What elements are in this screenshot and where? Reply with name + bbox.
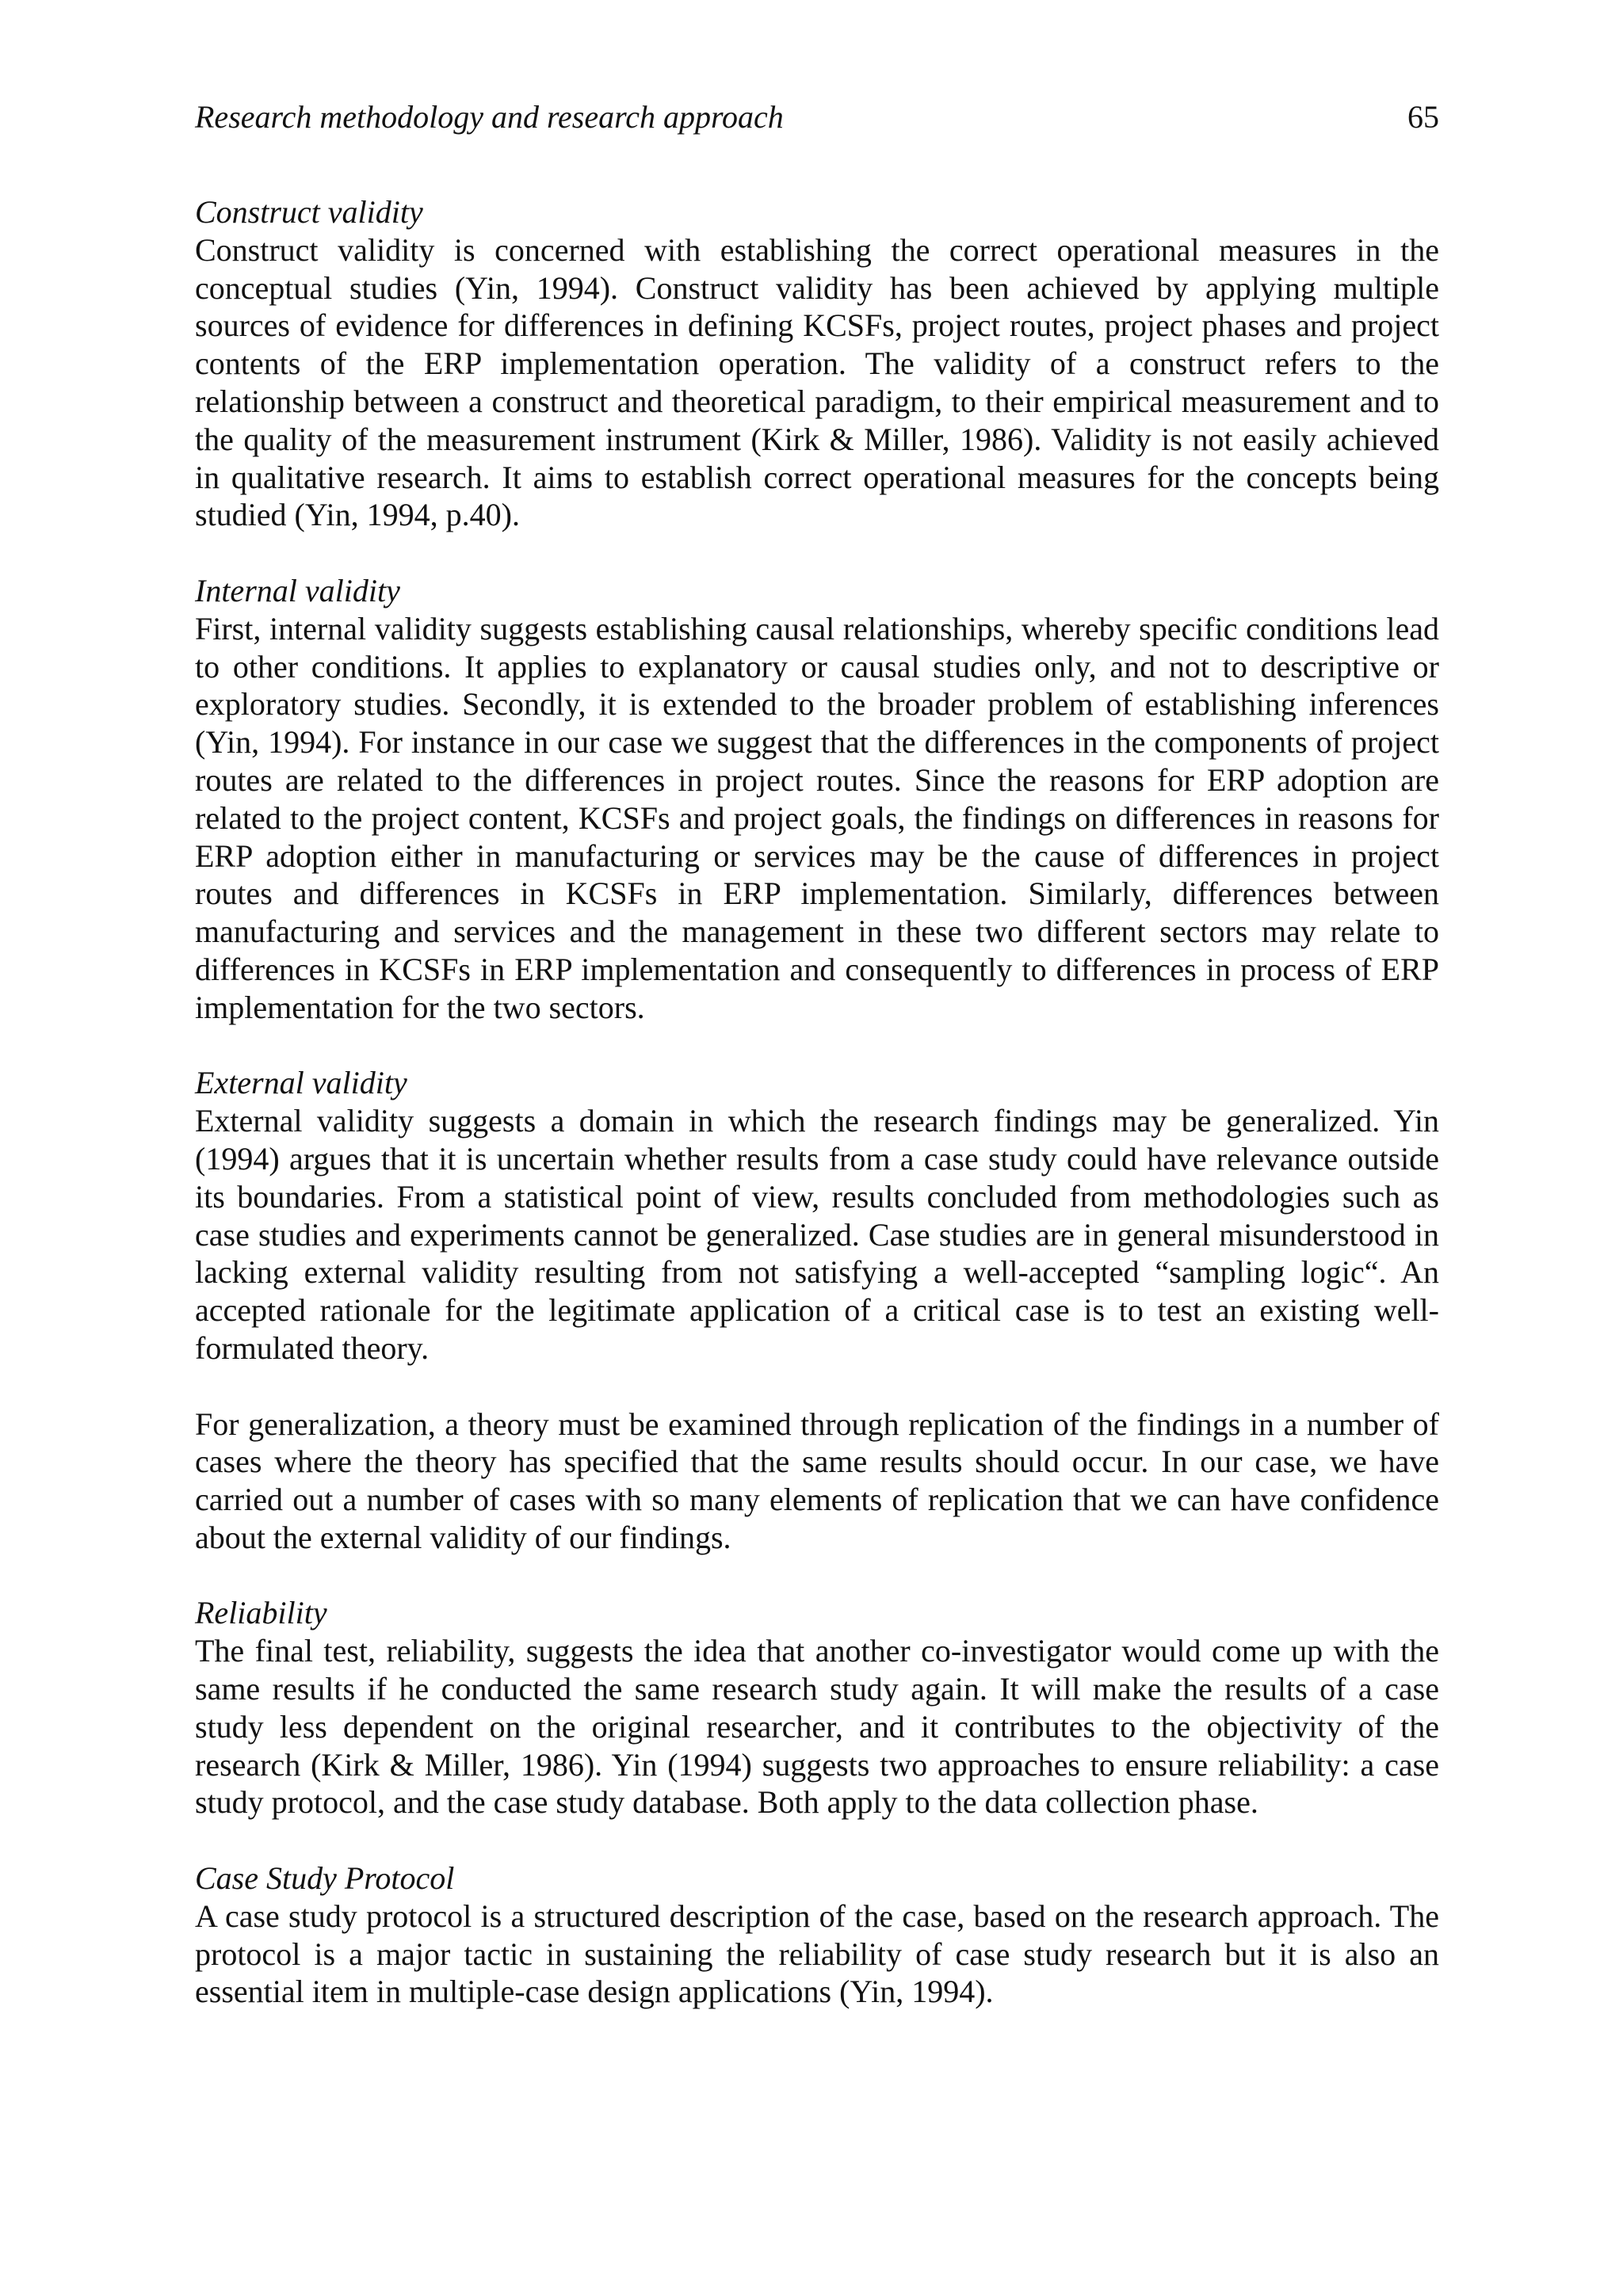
- section-generalization: [195, 1405, 1439, 1557]
- section-heading: Construct validity: [195, 194, 423, 230]
- section-paragraph: Construct validity is concerned with establishing the correct operational measures in the conceptual studies (Yin, 1994). Construct validity has been achieved by applying multiple sources of evidence for differences in defining KCSFs, project routes, project phases and project contents of the ERP implementation operation. The validity of a construct refers to the relationship between a construct and theoretical paradigm, to their empirical measurement and to the quality of the measurement instrument (Kirk & Miller, 1986). Validity is not easily achieved in qualitative research. It aims to establish correct operational measures for the concepts being studied (Yin, 1994, p.40).: [195, 231, 1439, 533]
- section-case-study-protocol: [195, 1859, 1439, 2011]
- section-external-validity: [195, 1064, 1439, 1367]
- section-paragraph: External validity suggests a domain in which the research findings may be generalized. Yin (1994) argues that it is uncertain whether results from a case study could have relevance outside its boundaries. From a statistical point of view, results concluded from methodologies such as case studies and experiments cannot be generalized. Case studies are in general misunderstood in lacking external validity resulting from not satisfying a well-accepted “sampling logic“. An accepted rationale for the legitimate application of a critical case is to test an existing well-formulated theory.: [195, 1103, 1439, 1366]
- section-paragraph: First, internal validity suggests establishing causal relationships, whereby specific conditions lead to other conditions. It applies to explanatory or causal studies only, and not to descriptive or exploratory studies. Secondly, it is extended to the broader problem of establishing inferences (Yin, 1994). For instance in our case we suggest that the differences in the components of project routes are related to the differences in project routes. Since the reasons for ERP adoption are related to the project content, KCSFs and project goals, the findings on differences in reasons for ERP adoption either in manufacturing or services may be the cause of differences in project routes and differences in KCSFs in ERP implementation. Similarly, differences between manufacturing and services and the management in these two different sectors may relate to differences in KCSFs in ERP implementation and consequently to differences in process of ERP implementation for the two sectors.: [195, 610, 1439, 1025]
- section-construct-validity: [195, 193, 1439, 534]
- section-heading: Internal validity: [195, 572, 400, 608]
- section-paragraph: The final test, reliability, suggests the idea that another co-investigator would come up with the same results if he conducted the same research study again. It will make the results of a case study less dependent on the original researcher, and it contributes to the objectivity of the research (Kirk & Miller, 1986). Yin (1994) suggests two approaches to ensure reliability: a case study protocol, and the case study database. Both apply to the data collection phase.: [195, 1633, 1439, 1821]
- section-paragraph: A case study protocol is a structured description of the case, based on the research approach. The protocol is a major tactic in sustaining the reliability of case study research but it is also an essential item in multiple-case design applications (Yin, 1994).: [195, 1897, 1439, 2010]
- document-body: [195, 193, 1439, 2049]
- section-internal-validity: [195, 572, 1439, 1027]
- section-heading: Case Study Protocol: [195, 1860, 455, 1897]
- running-header-title: Research methodology and research approach: [195, 99, 784, 135]
- section-reliability: [195, 1594, 1439, 1821]
- section-heading: Reliability: [195, 1595, 327, 1631]
- section-heading: External validity: [195, 1065, 407, 1101]
- page-number: 65: [1407, 99, 1439, 135]
- section-paragraph: For generalization, a theory must be examined through replication of the findings in a number of cases where the theory has specified that the same results should occur. In our case, we have carried out a number of cases with so many elements of replication that we can have confidence about the external validity of our findings.: [195, 1405, 1439, 1555]
- running-header: [195, 93, 1439, 141]
